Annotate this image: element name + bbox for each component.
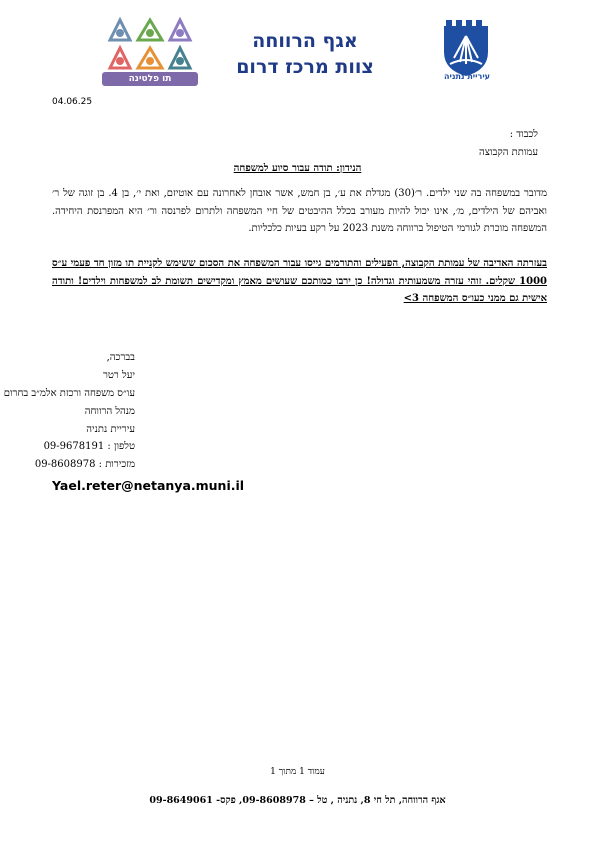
signature-role: עו״ס משפחה ורכזת אלמ״ב בחרום xyxy=(3,388,135,399)
signature-name: יעל רטר xyxy=(102,370,135,381)
letter-subject: הנידון: תודה עבור סיוע למשפחה xyxy=(233,163,362,174)
page-number: עמוד 1 מתוך 1 xyxy=(270,767,325,777)
signature-organization: עיריית נתניה xyxy=(86,424,135,435)
letter-date: 04.06.25 xyxy=(52,97,93,107)
signature-secretary: מזכירות : 09-8608978 xyxy=(34,459,135,470)
signature-phone: טלפון : 09-9678191 xyxy=(43,441,135,452)
municipality-logo-caption: עיריית נתניה xyxy=(443,72,491,81)
signature-email-link[interactable]: Yael.reter@netanya.muni.il xyxy=(52,478,245,493)
platinum-badge-caption: תו פלטינה xyxy=(102,72,198,86)
recipient-name: עמותת הקבוצה xyxy=(479,147,538,158)
department-title: אגף הרווחה xyxy=(252,30,358,52)
footer-address: אגף הרווחה, תל חי 8, נתניה , טל – 09-8608978, פקס- 09-8649061 xyxy=(149,795,446,806)
body-paragraph-1: מדובר במשפחה בה שני ילדים. ר׳(30) מגדלת את ע׳, בן חמש, אשר אובחן לאחרונה עם אוטיזם, ואת י׳, בן 4. בן זוגה של ר׳ ואביהם של הילדים, מ׳, אינו יכול להיות מעורב בכלל ההיבטים של חיי המשפחה ולתרום לפרנסה ור׳ היא המפרנסת היחידה. המשפחה מוכרת לגורמי הטיפול ברווחה משנת 2023 על רקע בעיות כלכליות. xyxy=(52,188,548,234)
team-title: צוות מרכז דרום xyxy=(236,56,374,78)
signature-department: מנהל הרווחה xyxy=(84,406,135,417)
signature-greeting: בברכה, xyxy=(106,352,135,363)
body-paragraph-2: בעזרתה האדיבה של עמותת הקבוצה, הפעילים והתורמים גייסו עבור המשפחה את הסכום ששימש לקניית תו מזון חד פעמי ע״ס 1000 שקלים. זוהי עזרה משמעותית וגדולה! כן ירבו כמותכם שעושים מאמץ ומקדישים תשומת לב למשפחות וילדים! ותודה אישית גם ממני כעו״ס המשפחה 3> xyxy=(52,258,547,304)
recipient-salutation: לכבוד : xyxy=(509,129,538,140)
